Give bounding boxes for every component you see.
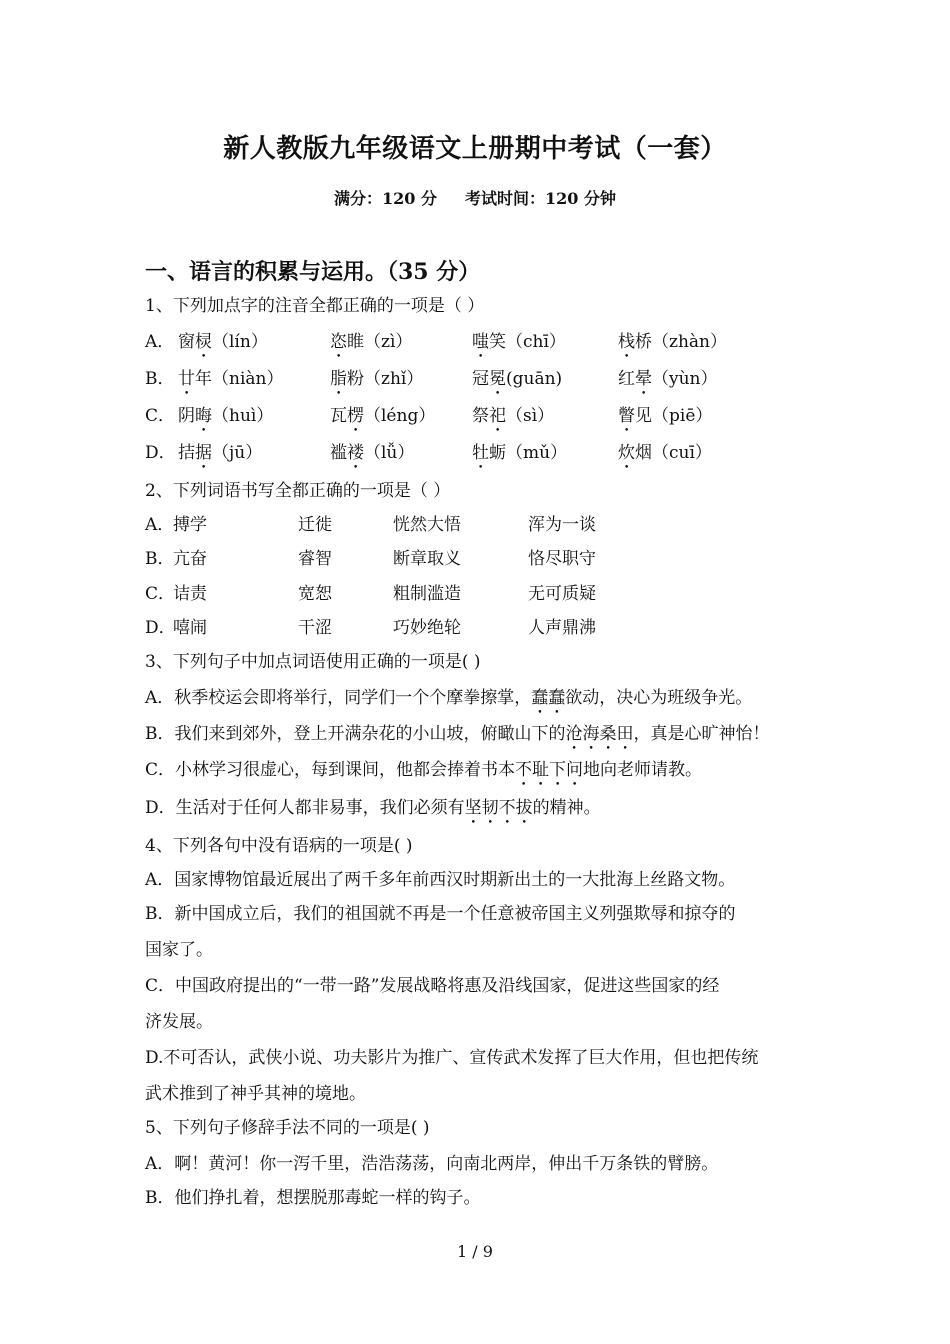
page-title: 新人教版九年级语文上册期中考试（一套） [223, 134, 727, 164]
dotted-char: 牡 [472, 443, 489, 463]
option-label: A． [145, 515, 175, 535]
item-text: 拮 [178, 443, 195, 463]
pinyin-item [178, 404, 273, 436]
dotted-char: 褛 [347, 443, 364, 463]
item-text: （yùn） [652, 369, 718, 389]
item-text: （léng） [364, 406, 436, 426]
pinyin-item [330, 441, 414, 473]
option-label: C． [145, 584, 176, 604]
q4-line: 国家了。 [145, 940, 213, 960]
option-label: D． [145, 618, 176, 638]
pinyin-item [178, 441, 262, 473]
word-item: 睿智 [298, 549, 332, 569]
dotted-char: 晦 [195, 406, 212, 426]
sentence-text: ，真是心旷神怡！ [633, 724, 770, 744]
pinyin-item [618, 330, 727, 362]
q4-line: C．中国政府提出的“一带一路”发展战略将惠及沿线国家，促进这些国家的经 [145, 976, 720, 996]
q1-stem: 1、下列加点字的注音全都正确的一项是（ ） [145, 296, 485, 316]
dotted-phrase: 沧海桑田 [565, 724, 634, 744]
option-label: B． [145, 369, 175, 389]
item-text: 桥（zhàn） [635, 332, 727, 352]
q2-stem: 2、下列词语书写全都正确的一项是（ ） [145, 481, 451, 501]
q5-line: B．他们挣扎着，想摆脱那毒蛇一样的钩子。 [145, 1188, 481, 1208]
item-text: 年（niàn） [195, 369, 284, 389]
dotted-char: 祀 [489, 406, 506, 426]
dotted-char: 廿 [178, 369, 195, 389]
item-text: （lǚ） [364, 443, 415, 463]
item-text: 褴 [330, 443, 347, 463]
dotted-char: 棂 [195, 332, 212, 352]
q3-option-row [145, 758, 702, 790]
page-number: 1 / 9 [457, 1242, 493, 1261]
item-text: 阴 [178, 406, 195, 426]
q4-line: A．国家博物馆最近展出了两千多年前西汉时期新出土的一大批海上丝路文物。 [145, 870, 736, 890]
item-text: 蛎（mǔ） [489, 443, 568, 463]
pinyin-item [178, 367, 283, 399]
item-text: 窗 [178, 332, 195, 352]
dotted-phrase: 不耻下问 [515, 760, 584, 780]
q5-line: A．啊！黄河！你一泻千里，浩浩荡荡，向南北两岸，伸出千万条铁的臂膀。 [145, 1154, 719, 1174]
pinyin-item [330, 404, 435, 436]
word-item: 亢奋 [173, 549, 207, 569]
q3-option-row [145, 722, 770, 754]
word-item: 恍然大悟 [393, 515, 461, 535]
dotted-char: 嗤 [472, 332, 489, 352]
item-text: 烟（cuī） [635, 443, 712, 463]
pinyin-item [618, 441, 712, 473]
option-label: D． [145, 443, 176, 463]
q4-line: 济发展。 [145, 1012, 213, 1032]
word-item: 诘责 [173, 584, 207, 604]
option-label: B． [145, 549, 175, 569]
sentence-text: B．我们来到郊外，登上开满杂花的小山坡，俯瞰山下的 [145, 724, 566, 744]
item-text: （sì） [506, 406, 555, 426]
item-text: 见（piē） [635, 406, 713, 426]
item-text: （lín） [212, 332, 268, 352]
word-item: 断章取义 [393, 549, 461, 569]
item-text: 睢（zì） [347, 332, 413, 352]
sentence-text: C．小林学习很虚心，每到课间，他都会捧着书本 [145, 760, 516, 780]
word-item: 粗制滥造 [393, 584, 461, 604]
q3-stem: 3、下列句子中加点词语使用正确的一项是( ) [145, 652, 481, 672]
dotted-char: 瞥 [618, 406, 635, 426]
pinyin-item [178, 330, 268, 362]
sentence-text: D．生活对于任何人都非易事，我们必须有 [145, 798, 465, 818]
exam-info [0, 186, 950, 209]
item-text: 粉（zhǐ） [347, 369, 424, 389]
exam-time: 考试时间：120 分钟 [465, 189, 616, 208]
dotted-char: 恣 [330, 332, 347, 352]
item-text: （jū） [212, 443, 263, 463]
q5-stem: 5、下列句子修辞手法不同的一项是( ) [145, 1118, 430, 1138]
word-item: 宽恕 [298, 584, 332, 604]
full-score: 满分：120 分 [334, 189, 437, 208]
item-text: 祭 [472, 406, 489, 426]
pinyin-item [618, 404, 712, 436]
item-text: 红 [618, 369, 635, 389]
q4-line: 武术推到了神乎其神的境地。 [145, 1084, 366, 1104]
item-text: （huì） [212, 406, 274, 426]
sentence-text: A．秋季校运会即将举行，同学们一个个摩拳擦掌， [145, 688, 532, 708]
q4-line: D.不可否认，武侠小说、功夫影片为推广、宣传武术发挥了巨大作用，但也把传统 [145, 1048, 759, 1068]
option-label: C． [145, 406, 176, 426]
item-text: 笑（chī） [489, 332, 566, 352]
sentence-text: 的精神。 [532, 798, 601, 818]
pinyin-item [330, 367, 423, 399]
dotted-char: 栈 [618, 332, 635, 352]
word-item: 无可质疑 [528, 584, 596, 604]
item-text: 冠 [472, 369, 489, 389]
dotted-char: 晕 [635, 369, 652, 389]
word-item: 人声鼎沸 [528, 618, 596, 638]
word-item: 浑为一谈 [528, 515, 596, 535]
item-text: (guān) [506, 369, 563, 389]
word-item: 搏学 [173, 515, 207, 535]
dotted-char: 楞 [347, 406, 364, 426]
dotted-phrase: 坚韧不拔 [464, 798, 533, 818]
pinyin-item [618, 367, 718, 399]
word-item: 恪尽职守 [528, 549, 596, 569]
q4-line: B．新中国成立后，我们的祖国就不再是一个任意被帝国主义列强欺辱和掠夺的 [145, 904, 736, 924]
q3-option-row [145, 796, 601, 828]
word-item: 迁徙 [298, 515, 332, 535]
q3-option-row [145, 686, 752, 718]
option-label: A． [145, 332, 175, 352]
pinyin-item [472, 367, 562, 399]
dotted-char: 炊 [618, 443, 635, 463]
pinyin-item [472, 441, 567, 473]
sentence-text: 欲动，决心为班级争光。 [565, 688, 753, 708]
dotted-char: 脂 [330, 369, 347, 389]
word-item: 嘻闹 [173, 618, 207, 638]
pinyin-item [472, 404, 554, 436]
item-text: 瓦 [330, 406, 347, 426]
section-heading: 一、语言的积累与运用。（35 分） [145, 259, 481, 285]
word-item: 巧妙绝轮 [393, 618, 461, 638]
pinyin-item [330, 330, 412, 362]
dotted-char: 冕 [489, 369, 506, 389]
q4-stem: 4、下列各句中没有语病的一项是( ) [145, 836, 413, 856]
pinyin-item [472, 330, 566, 362]
sentence-text: 地向老师请教。 [583, 760, 703, 780]
word-item: 干涩 [298, 618, 332, 638]
dotted-phrase: 蠢蠢 [531, 688, 566, 708]
dotted-char: 据 [195, 443, 212, 463]
